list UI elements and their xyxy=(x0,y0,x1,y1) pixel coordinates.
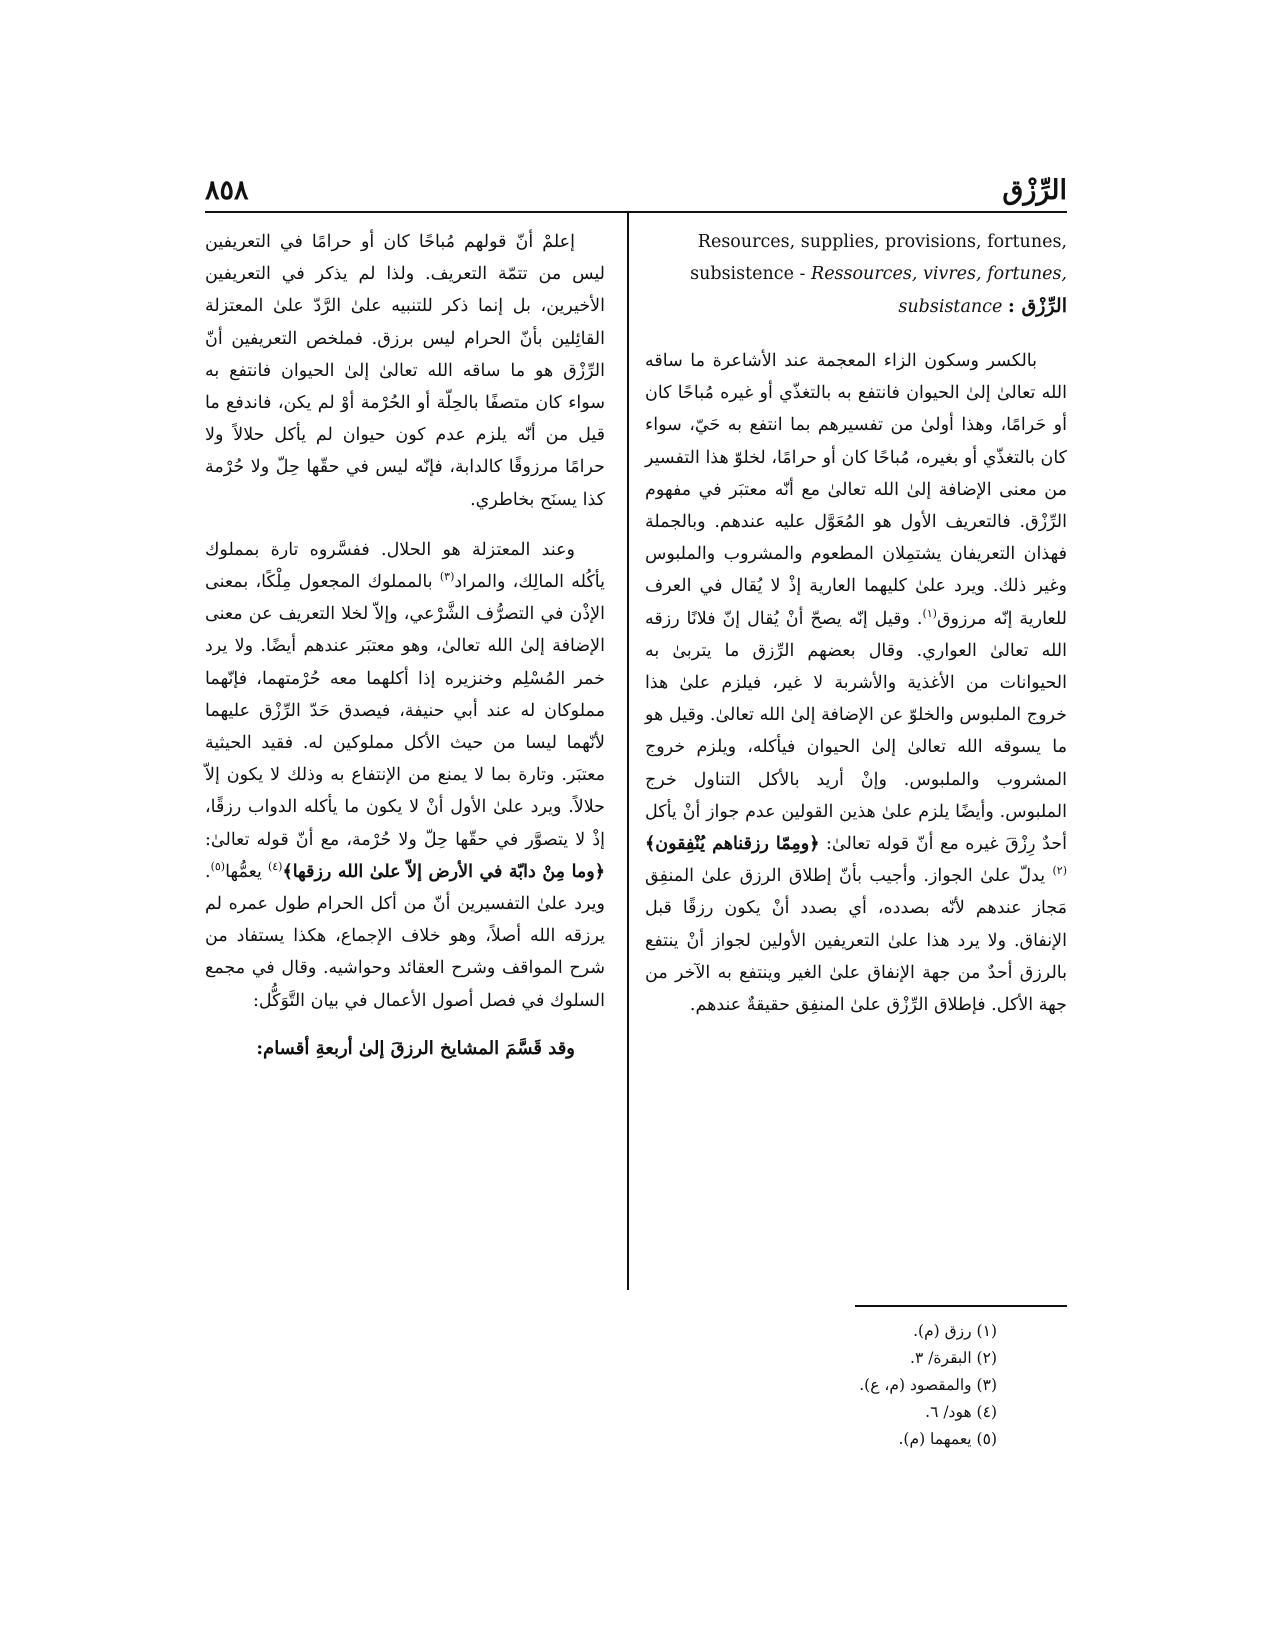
header-rule xyxy=(205,211,1067,213)
quran-verse: ﴿ومِمّا رزقناهم يُنْفِقون﴾ xyxy=(645,834,820,855)
french-gloss: Ressources, vivres, fortunes, subsistance xyxy=(811,264,1067,317)
page-number: ٨٥٨ xyxy=(205,175,249,206)
footnote: (٢) البقرة/ ٣. xyxy=(910,1349,997,1367)
column-divider xyxy=(627,213,629,1290)
footnote: (٥) يعمهما (م). xyxy=(898,1430,997,1448)
english-gloss: Resources, supplies, provisions, fortunes, subsistence - xyxy=(690,232,1067,284)
page-header xyxy=(205,175,1067,215)
paragraph-text: . ويرد علىٰ التفسيرين أنّ من أكل الحرام طول عمره لم يرزقه الله أصلاً، وهو خلاف الإجماع، هكذا يستفاد من شرح المواقف وشرح العقائد وحواشيه. وقال في مجمع السلوك في فصل أصول الأعمال في بيان التَّوَكُّل: xyxy=(205,861,605,1011)
division-heading: وقد قَسَّمَ المشايخ الرزقَ إلىٰ أربعةِ أقسام: xyxy=(256,1037,575,1059)
paragraph xyxy=(205,534,605,1017)
paragraph-text: يعمُّها xyxy=(225,861,262,882)
paragraph-text: وقيل إنّه يصحّ أنْ يُقال إنّ فلانًا رزقه الله تعالىٰ العواري. وقال بعضهم الرِّزق ما يتربىٰ به الحيوانات من الأغذية والأشربة لا غير، فيلزم علىٰ هذا خروج الملبوس والخلوّ عن الإضافة إلىٰ الله تعالىٰ. وقيل هو ما يسوقه الله تعالىٰ إلىٰ الحيوان فيأكله، ويلزم خروج المشروب والملبوس. وإنْ أريد بالأكل التناول خرج الملبوس. وأيضًا يلزم علىٰ هذين القولين عدم جواز أنْ يأكل أحدٌ رِزْقَ غيره مع أنّ قوله تعالىٰ: xyxy=(645,608,1067,855)
paragraph: بالكسر وسكون الزاء المعجمة عند الأشاعرة ما ساقه الله تعالىٰ إلىٰ الحيوان فانتفع به بالتغذّي أو غيره مُباحًا كان أو حَرامًا، وهذا أولىٰ من تفسيرهم بما انتفع به حَيّ، سواء كان بالتغذّي أو بغيره، مُباحًا كان أو حرامًا، لخلوّ هذا التفسير من معنى الإضافة إلىٰ الله تعالىٰ مع أنّه معتبَر في مفهوم الرِّزْق. فالتعريف الأول هو المُعَوَّل عليه عندهم. وبالجملة فهذان التعريفان يشتمِلان المطعوم والمشروب والملبوس وغير ذلك. ويرد علىٰ كليهما العارية إذْ لا يُقال في العرف للعارية إنّه مرزوق$^{(١)}$. وقيل إنّه يصحّ أنْ يُقال إنّ فلانًا رزقه الله تعالىٰ العواري. وقال بعضهم الرِّزق ما يتربىٰ به الحيوانات من الأغذية والأشربة لا غير، فيلزم علىٰ هذا خروج الملبوس والخلوّ عن الإضافة إلىٰ الله تعالىٰ. وقيل هو ما يسوقه الله تعالىٰ إلىٰ الحيوان فيأكله، ويلزم خروج المشروب والملبوس. وإنْ أريد بالأكل التناول خرج الملبوس. وأيضًا يلزم علىٰ هذين القولين عدم جواز أنْ يأكل أحدٌ رِزْقَ غيره مع أنّ قوله تعالىٰ: ﴿ومِمّا رزقناهم يُنْفِقون﴾$^{(٢)}$ يدلّ علىٰ الجواز. وأجيب بأنّ إطلاق الرزق علىٰ المنفِق مَجاز عندهم لأنّه بصدده، أي بصدد أنْ يكون رزقًا قبل الإنفاق. ولا يرد هذا علىٰ التعريفين الأولين لجواز أنْ ينتفع بالرزق أحدٌ من جهة الإنفاق علىٰ الغير وينتفع به الآخر من جهة الأكل. فإطلاق الرِّزْق علىٰ المنفِق حقيقةٌ عندهم. xyxy=(645,351,1067,1016)
right-column xyxy=(645,226,1067,1021)
note-ref: (٣) xyxy=(439,570,455,584)
note-ref: (٢) xyxy=(1052,864,1067,878)
footnote-rule xyxy=(855,1305,1067,1307)
left-column xyxy=(205,226,605,1065)
quran-verse: ﴿وما مِنْ دابّة في الأرض إلاّ علىٰ الله رزقها﴾ xyxy=(282,861,605,882)
note-ref: (٤) xyxy=(267,860,283,874)
paragraph: إعلمْ أنّ قولهم مُباحًا كان أو حرامًا في التعريفين ليس من تتمّة التعريف. ولذا لم يذكر في التعريفين الأخيرين، بل إنما ذكر للتنبيه علىٰ الرَّدّ علىٰ المعتزلة القائِلين بأنّ الحرام ليس برزق. فملخص التعريفين أنّ الرِّزْق هو ما ساقه الله تعالىٰ إلىٰ الحيوان فانتفع به سواء كان متصفًا بالحِلّة أو الحُرْمة أوْ لم يكن، فاندفع ما قيل من أنّه يلزم عدم كون حيوان لم يأكل حلالاً ولا حرامًا مرزوقًا كالدابة، فإنّه ليس في حقّها حِلّ ولا حُرْمة كذا يسنَح بخاطري. xyxy=(205,232,605,510)
paragraph-text: بالمملوك المجعول مِلْكًا، بمعنى الإذْن في التصرُّف الشَّرْعي، وإلاّ لخلا التعريف عن معنى الإضافة إلىٰ الله تعالىٰ، وهو معتبَر عندهم أيضًا. ولا يرد خمر المُسْلِم وخنزيره إذا أكلهما معه حُرْمتهما، فإنّهما مملوكان له عند أبي حنيفة، فيصدق حَدّ الرِّزْق عليهما لأنّهما ليسا من حيث الأكل مملوكين له. فقيد الحيثية معتبَر. وتارة بما لا يمنع من الإنتفاع به وذلك لا يكون إلاّ حلالاً. ويرد علىٰ الأول أنْ لا يكون ما يأكله الدواب رزقًا، إذْ لا يتصوَّر في حقّها حِلّ ولا حُرْمة، مع أنّ قوله تعالىٰ: xyxy=(205,572,605,850)
footnote: (٤) هود/ ٦. xyxy=(925,1403,997,1421)
header-title: الرِّزْق xyxy=(1002,175,1067,206)
paragraph-text: وعند المعتزلة هو الحلال. ففسَّروه تارة بمملوك يأكُله المالِك، والمراد xyxy=(205,539,605,593)
note-ref: (٥) xyxy=(210,860,226,874)
footnote: (٣) والمقصود (م، ع). xyxy=(859,1376,997,1394)
paragraph-text: بالكسر وسكون الزاء المعجمة عند الأشاعرة ما ساقه الله تعالىٰ إلىٰ الحيوان فانتفع به بالتغذّي أو غيره مُباحًا كان أو حَرامًا، وهذا أولىٰ من تفسيرهم بما انتفع به حَيّ، سواء كان بالتغذّي أو بغيره، مُباحًا كان أو حرامًا، لخلوّ هذا التفسير من معنى الإضافة إلىٰ الله تعالىٰ مع أنّه معتبَر في مفهوم الرِّزْق. فالتعريف الأول هو المُعَوَّل عليه عندهم. وبالجملة فهذان التعريفان يشتمِلان المطعوم والمشروب والملبوس وغير ذلك. ويرد علىٰ كليهما العارية إذْ لا يُقال في العرف للعارية إنّه مرزوق xyxy=(645,351,1067,629)
entry-headword xyxy=(645,226,1067,323)
footnotes xyxy=(645,1318,1067,1453)
note-ref: (١) xyxy=(922,606,937,620)
entry-term: الرِّزْق : xyxy=(1007,295,1067,317)
footnote: (١) رزق (م). xyxy=(913,1322,997,1340)
paragraph-text: يدلّ علىٰ الجواز. وأجيب بأنّ إطلاق الرزق علىٰ المنفِق مَجاز عندهم لأنّه بصدده، أي بصدد أنْ يكون رزقًا قبل الإنفاق. ولا يرد هذا علىٰ التعريفين الأولين لجواز أنْ ينتفع بالرزق أحدٌ من جهة الإنفاق علىٰ الغير وينتفع به الآخر من جهة الأكل. فإطلاق الرِّزْق علىٰ المنفِق حقيقةٌ عندهم. xyxy=(645,866,1067,1016)
